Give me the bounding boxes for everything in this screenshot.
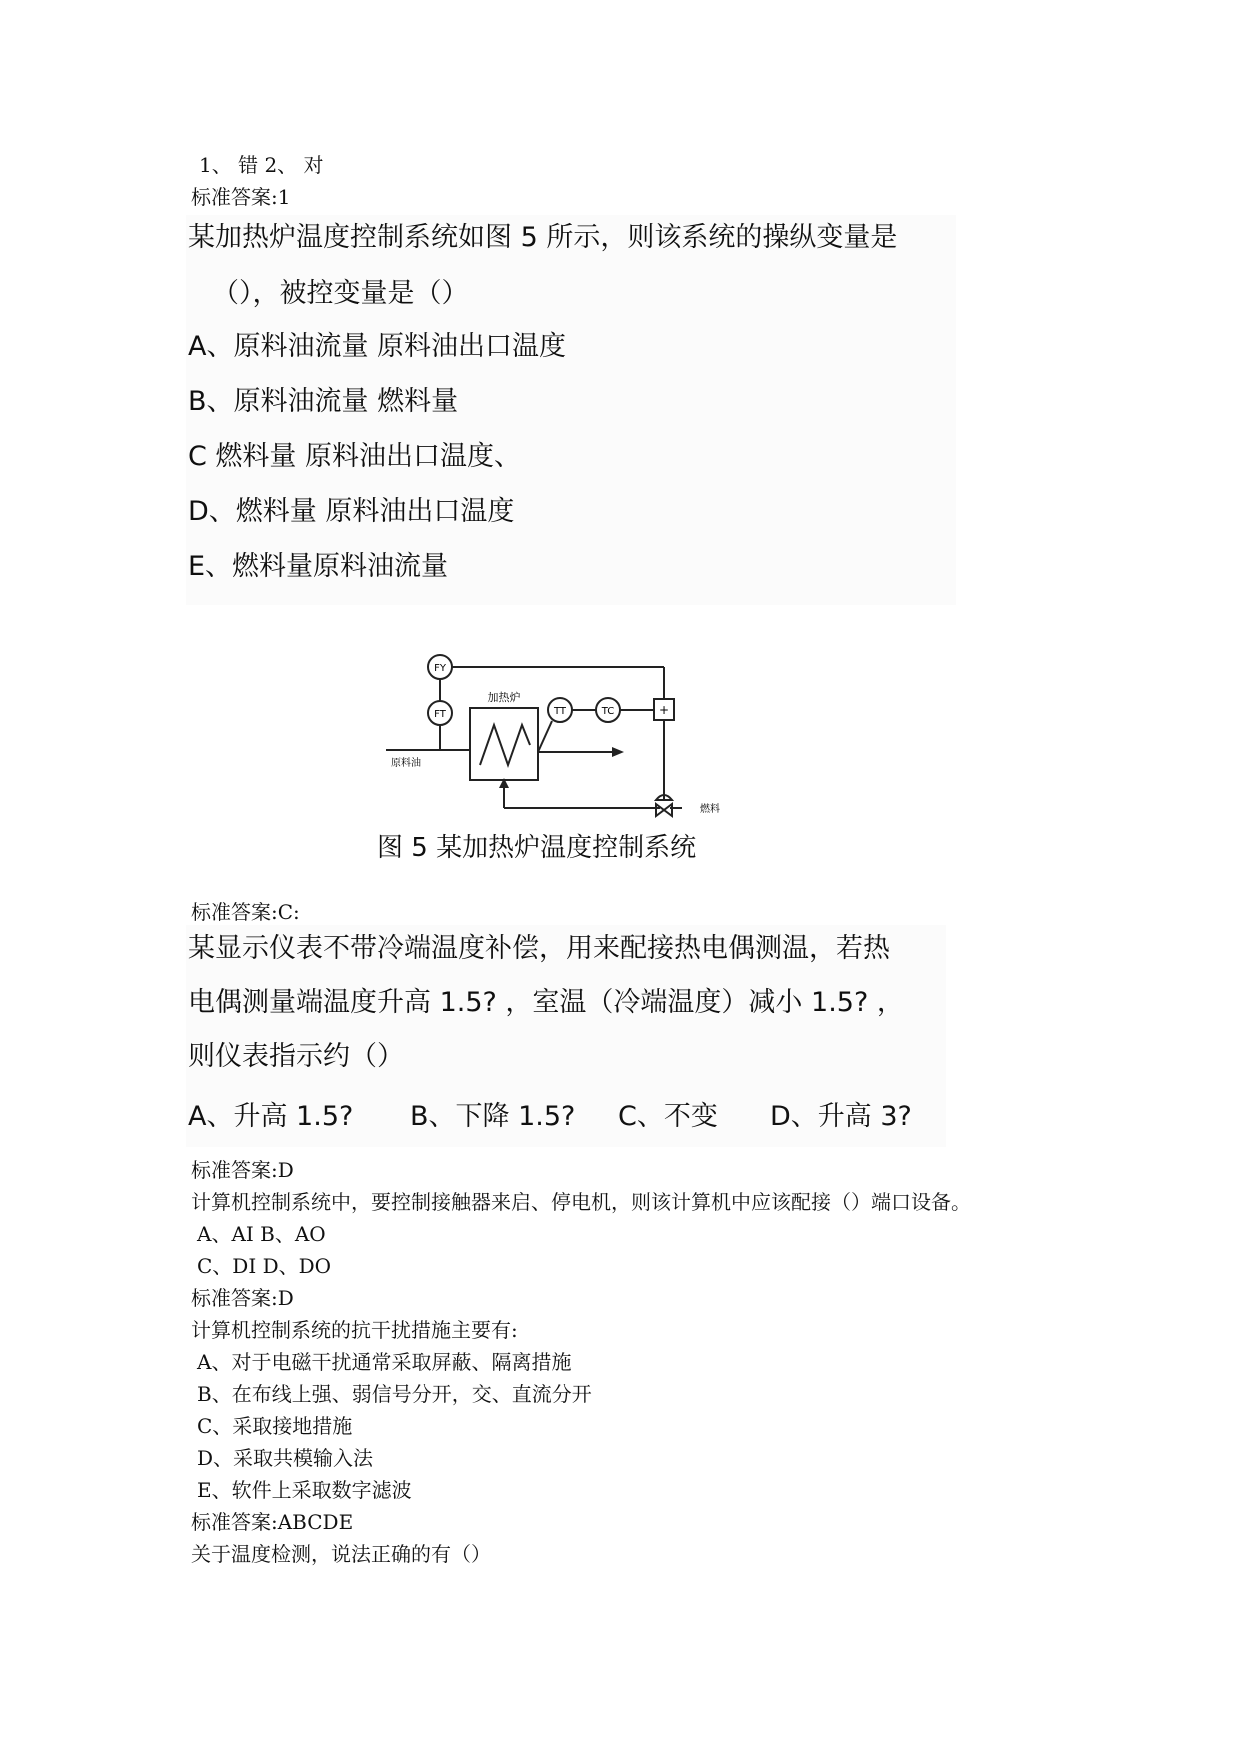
fy-label: FY [434, 663, 446, 674]
q1-stem-line2: （），被控变量是（） [212, 278, 469, 309]
answer-q1: 标准答案:C: [191, 900, 300, 924]
answer-q4: 标准答案:ABCDE [191, 1510, 354, 1534]
q4-option-e: E、软件上采取数字滤波 [197, 1478, 412, 1502]
selector-label: + [658, 703, 670, 717]
q2-stem-line2: 电偶测量端温度升高 1.5? ，室温（冷端温度）减小 1.5? ， [188, 987, 904, 1018]
tc-label: TC [601, 706, 615, 717]
q4-option-d: D、采取共模输入法 [197, 1446, 374, 1470]
furnace-control-diagram [370, 640, 770, 860]
tt-label: TT [553, 706, 567, 717]
ft-label: FT [434, 709, 446, 720]
answer-q3: 标准答案:D [191, 1286, 294, 1310]
q2-stem-line1: 某显示仪表不带冷端温度补偿，用来配接热电偶测温，若热 [188, 933, 890, 964]
q2-stem-line3: 则仪表指示约（） [188, 1041, 404, 1072]
q2-option-d: D、升高 3? [770, 1101, 912, 1132]
q4-stem: 计算机控制系统的抗干扰措施主要有: [191, 1318, 518, 1342]
q4-option-b: B、在布线上强、弱信号分开，交、直流分开 [197, 1382, 592, 1406]
q5-stem: 关于温度检测，说法正确的有（） [191, 1542, 491, 1566]
feed-oil-label: 原料油 [391, 758, 421, 769]
q1-option-e: E、燃料量原料油流量 [188, 551, 449, 582]
q2-option-a: A、升高 1.5? [188, 1101, 354, 1132]
q3-stem: 计算机控制系统中，要控制接触器来启、停电机，则该计算机中应该配接（）端口设备。 [191, 1190, 971, 1214]
fuel-label: 燃料 [700, 804, 720, 815]
answer-top: 标准答案:1 [191, 185, 291, 209]
q3-options-line2: C、DI D、DO [197, 1254, 332, 1278]
q1-stem-line1: 某加热炉温度控制系统如图 5 所示，则该系统的操纵变量是 [188, 222, 898, 253]
q4-option-a: A、对于电磁干扰通常采取屏蔽、隔离措施 [197, 1350, 572, 1374]
q1-option-b: B、原料油流量 燃料量 [188, 386, 459, 417]
furnace-label: 加热炉 [487, 691, 521, 704]
furnace-box [470, 708, 538, 780]
q3-options-line1: A、AI B、AO [197, 1222, 326, 1246]
q4-option-c: C、采取接地措施 [197, 1414, 353, 1438]
heating-coil [480, 725, 530, 765]
true-false-options: 1、 错 2、 对 [199, 153, 324, 177]
answer-q2: 标准答案:D [191, 1158, 294, 1182]
q1-option-d: D、燃料量 原料油出口温度 [188, 496, 515, 527]
q1-option-a: A、原料油流量 原料油出口温度 [188, 331, 567, 362]
q1-option-c: C 燃料量 原料油出口温度、 [188, 441, 522, 472]
figure-caption: 图 5 某加热炉温度控制系统 [377, 833, 697, 863]
q2-option-b: B、下降 1.5? [410, 1101, 576, 1132]
q2-option-c: C、不变 [618, 1101, 718, 1132]
